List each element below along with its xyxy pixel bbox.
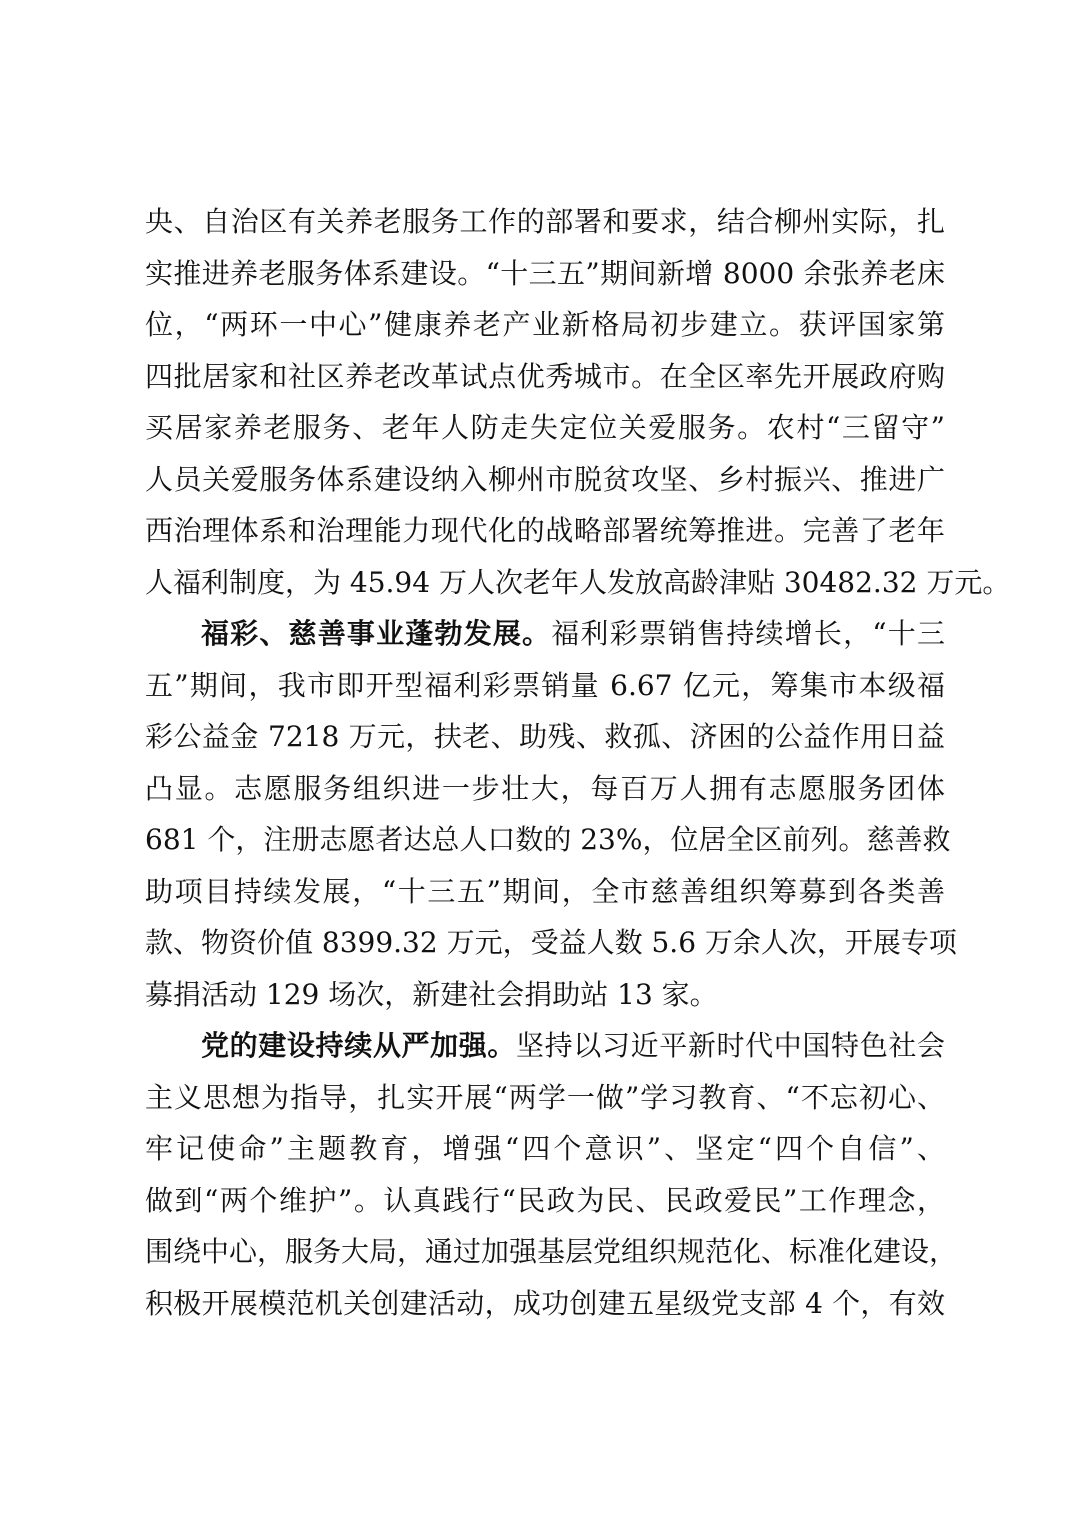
text-line: 牢记使命”主题教育，增强“四个意识”、坚定“四个自信”、 — [145, 1132, 945, 1165]
text-line: 积极开展模范机关创建活动，成功创建五星级党支部 4 个，有效 — [145, 1286, 945, 1320]
text-line: 彩公益金 7218 万元，扶老、助残、救孤、济困的公益作用日益 — [145, 720, 945, 753]
text-line: 央、自治区有关养老服务工作的部署和要求，结合柳州实际，扎 — [145, 205, 945, 238]
paragraph-elderly-care — [145, 196, 1011, 608]
paragraph-party-building — [145, 1020, 958, 1329]
text-line: 围绕中心，服务大局，通过加强基层党组织规范化、标准化建设， — [145, 1235, 958, 1268]
text-line: 募捐活动 129 场次，新建社会捐助站 13 家。 — [145, 977, 718, 1011]
text-line: 人福利制度，为 45.94 万人次老年人发放高龄津贴 30482.32 万元。 — [145, 565, 1011, 599]
text-line: 西治理体系和治理能力现代化的战略部署统筹推进。完善了老年 — [145, 514, 945, 547]
text-run: 坚持以习近平新时代中国特色社会 — [516, 1029, 945, 1062]
paragraph-heading: 福彩、慈善事业蓬勃发展。 — [201, 617, 552, 650]
text-line — [145, 608, 945, 660]
text-line: 五”期间，我市即开型福利彩票销量 6.67 亿元，筹集市本级福 — [145, 668, 945, 702]
text-line: 款、物资价值 8399.32 万元，受益人数 5.6 万余人次，开展专项 — [145, 926, 957, 959]
text-line: 凸显。志愿服务组织进一步壮大，每百万人拥有志愿服务团体 — [145, 771, 945, 805]
text-line: 买居家养老服务、老年人防走失定位关爱服务。农村“三留守” — [145, 411, 945, 444]
document-body — [145, 196, 1011, 1329]
text-line: 主义思想为指导，扎实开展“两学一做”学习教育、“不忘初心、 — [145, 1080, 945, 1114]
text-run: 福利彩票销售持续增长，“十三 — [551, 617, 945, 650]
text-line: 四批居家和社区养老改革试点优秀城市。在全区率先开展政府购 — [145, 359, 945, 393]
text-line: 681 个，注册志愿者达总人口数的 23%，位居全区前列。慈善救 — [145, 823, 951, 856]
text-line — [145, 1020, 945, 1072]
text-line: 位，“两环一中心”健康养老产业新格局初步建立。获评国家第 — [145, 308, 945, 341]
text-line: 做到“两个维护”。认真践行“民政为民、民政爱民”工作理念， — [145, 1183, 945, 1217]
paragraph-lottery-charity — [145, 608, 957, 1020]
text-line: 人员关爱服务体系建设纳入柳州市脱贫攻坚、乡村振兴、推进广 — [145, 462, 945, 496]
text-line: 实推进养老服务体系建设。“十三五”期间新增 8000 余张养老床 — [145, 256, 945, 290]
text-line: 助项目持续发展，“十三五”期间，全市慈善组织筹募到各类善 — [145, 874, 945, 908]
paragraph-heading: 党的建设持续从严加强。 — [201, 1029, 517, 1062]
